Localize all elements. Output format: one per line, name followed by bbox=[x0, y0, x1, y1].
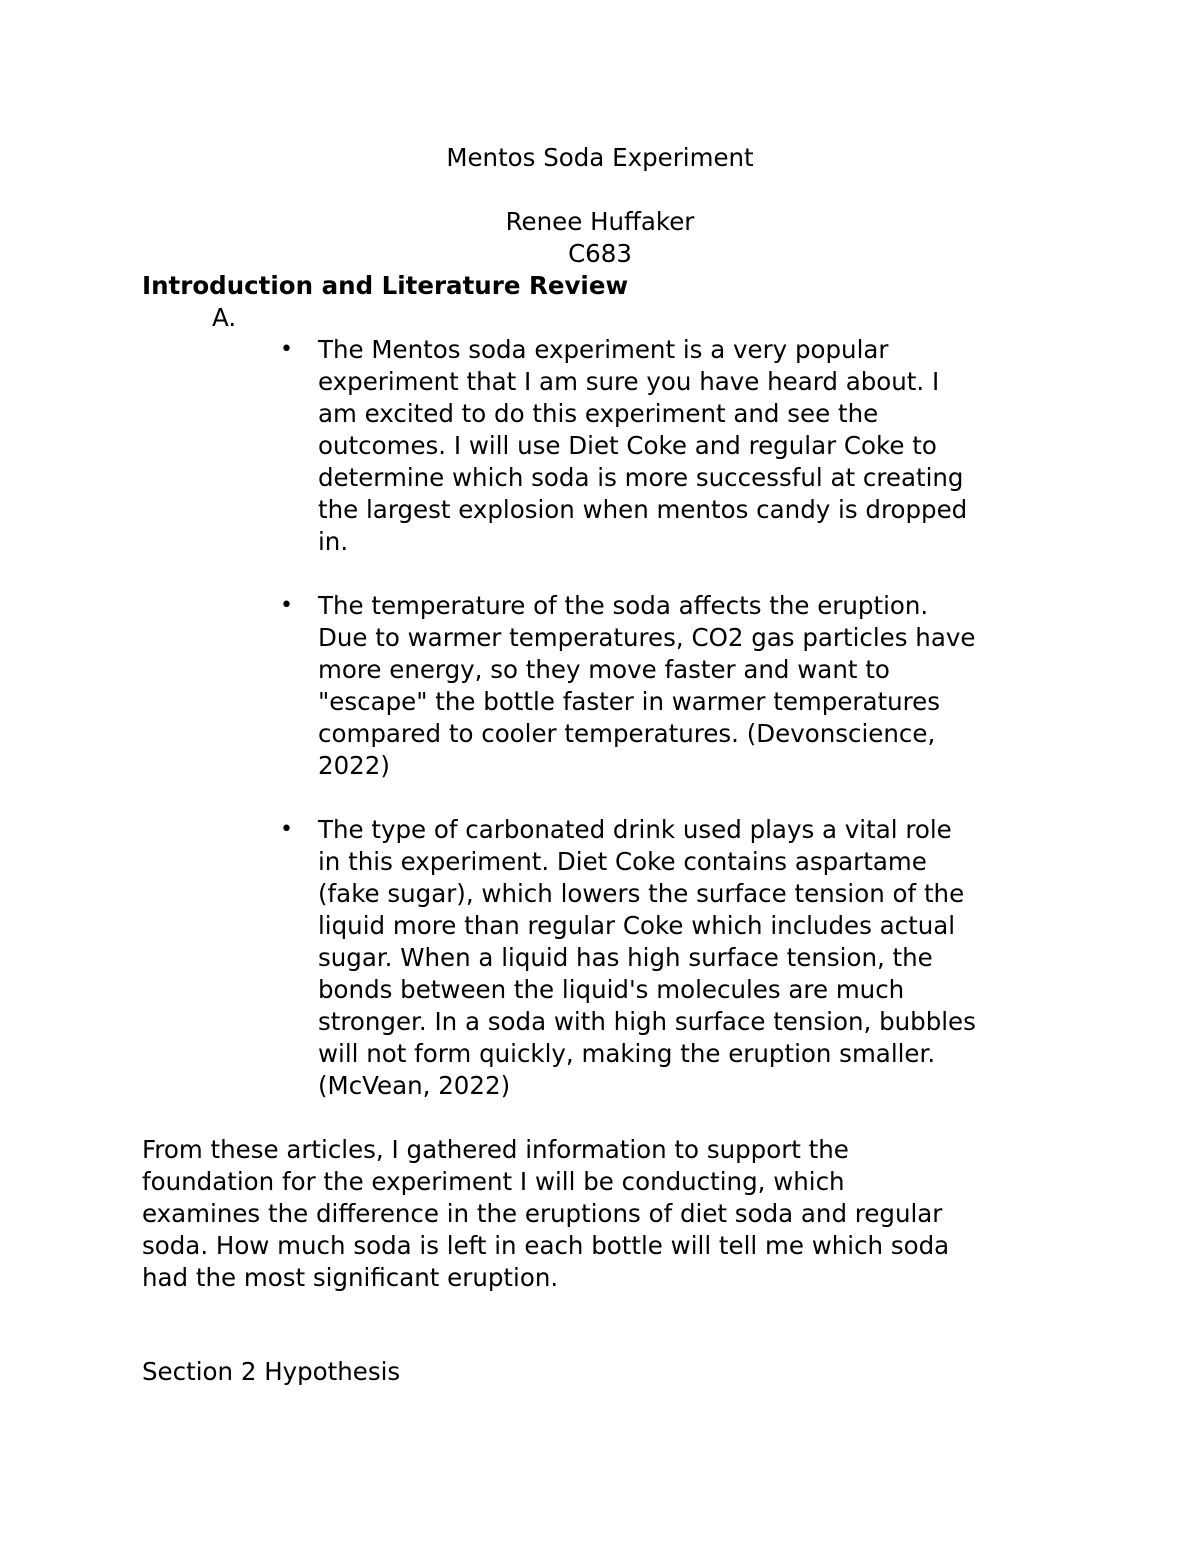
paragraph-line: From these articles, I gathered information to support the bbox=[142, 1135, 849, 1164]
summary-paragraph bbox=[142, 1134, 1102, 1294]
bullet-text-line: liquid more than regular Coke which includes actual bbox=[318, 911, 956, 940]
bullet-icon: • bbox=[280, 337, 293, 362]
bullet-text-line: in. bbox=[318, 527, 349, 556]
outline-letter: A. bbox=[212, 303, 237, 332]
bullet-text-line: 2022) bbox=[318, 751, 390, 780]
bullet-icon: • bbox=[280, 593, 293, 618]
bullet-item bbox=[280, 814, 1078, 1102]
bullet-text-line: determine which soda is more successful at creating bbox=[318, 463, 964, 492]
bullet-item bbox=[280, 590, 1078, 782]
bullet-text-line: am excited to do this experiment and see the bbox=[318, 399, 879, 428]
bullet-text-line: The type of carbonated drink used plays a vital role bbox=[318, 815, 952, 844]
bullet-text-line: outcomes. I will use Diet Coke and regular Coke to bbox=[318, 431, 937, 460]
bullet-text-line: (McVean, 2022) bbox=[318, 1071, 511, 1100]
bullet-text-line: compared to cooler temperatures. (Devonscience, bbox=[318, 719, 936, 748]
bullet-text-line: will not form quickly, making the eruption smaller. bbox=[318, 1039, 936, 1068]
paragraph-line: examines the difference in the eruptions of diet soda and regular bbox=[142, 1199, 943, 1228]
document-title: Mentos Soda Experiment bbox=[446, 143, 754, 172]
bullet-text-line: stronger. In a soda with high surface tension, bubbles bbox=[318, 1007, 976, 1036]
bullet-text-line: (fake sugar), which lowers the surface tension of the bbox=[318, 879, 965, 908]
bullet-text-line: more energy, so they move faster and want to bbox=[318, 655, 890, 684]
author-name: Renee Huffaker bbox=[505, 207, 695, 236]
bullet-text-line: the largest explosion when mentos candy is dropped bbox=[318, 495, 968, 524]
bullet-item bbox=[280, 334, 1078, 558]
bullet-text-line: experiment that I am sure you have heard about. I bbox=[318, 367, 940, 396]
section-heading-hypothesis: Section 2 Hypothesis bbox=[142, 1357, 401, 1386]
paragraph-line: had the most significant eruption. bbox=[142, 1263, 559, 1292]
course-code: C683 bbox=[568, 239, 632, 268]
bullet-text-line: in this experiment. Diet Coke contains aspartame bbox=[318, 847, 927, 876]
bullet-text-line: sugar. When a liquid has high surface tension, the bbox=[318, 943, 933, 972]
bullet-text-line: The temperature of the soda affects the eruption. bbox=[318, 591, 929, 620]
bullet-text-line: bonds between the liquid's molecules are much bbox=[318, 975, 905, 1004]
bullet-text-line: "escape" the bottle faster in warmer temperatures bbox=[318, 687, 941, 716]
paragraph-line: soda. How much soda is left in each bottle will tell me which soda bbox=[142, 1231, 950, 1260]
paragraph-line: foundation for the experiment I will be conducting, which bbox=[142, 1167, 845, 1196]
section-heading-introduction: Introduction and Literature Review bbox=[142, 271, 629, 300]
bullet-text-line: Due to warmer temperatures, CO2 gas particles have bbox=[318, 623, 976, 652]
bullet-icon: • bbox=[280, 817, 293, 842]
bullet-text-line: The Mentos soda experiment is a very popular bbox=[318, 335, 889, 364]
